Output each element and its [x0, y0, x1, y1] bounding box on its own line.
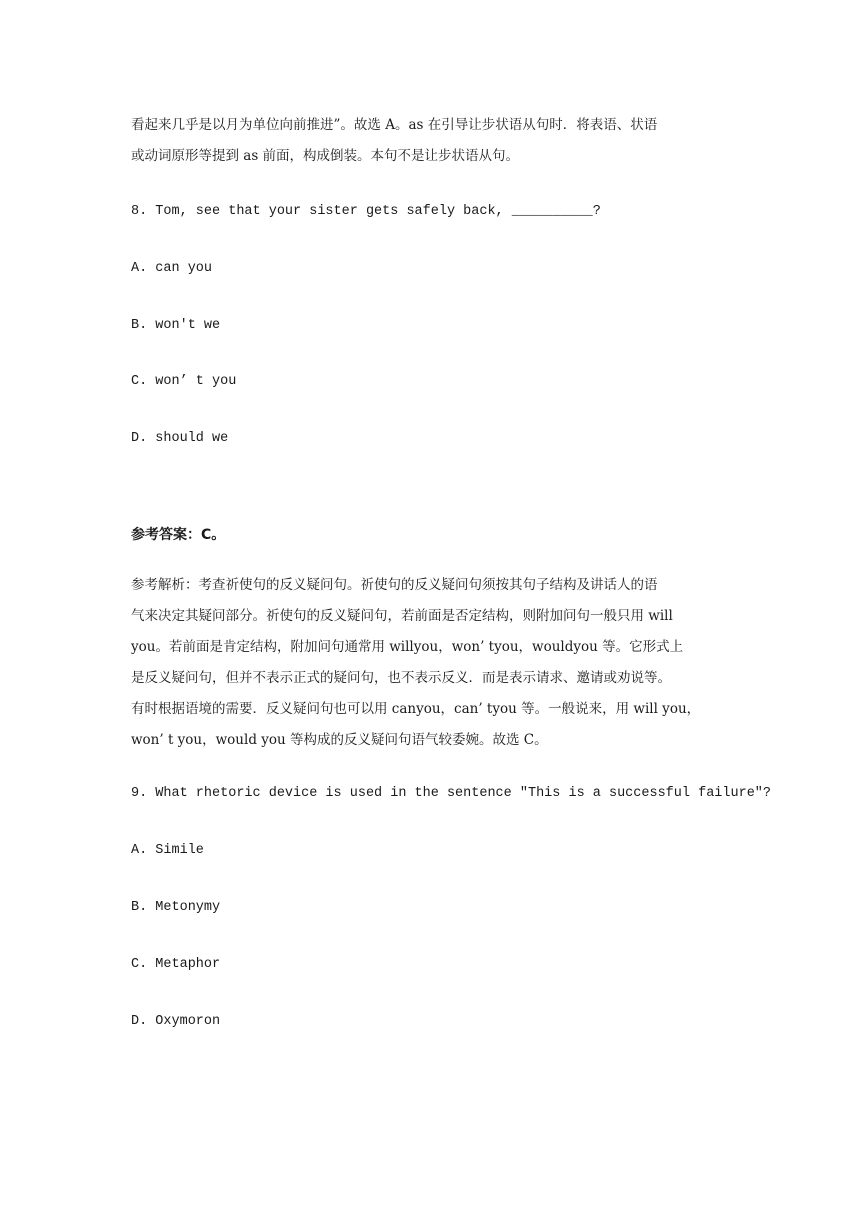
explanation-8-line-1: 参考解析：考查祈使句的反义疑问句。祈使句的反义疑问句须按其句子结构及讲话人的语: [131, 577, 658, 593]
question-9-option-b: B. Metonymy: [131, 900, 221, 915]
question-8-option-c: C. won’ t you: [131, 374, 237, 389]
explanation-8-line-4: 是反义疑问句，但并不表示正式的疑问句，也不表示反义．而是表示请求、邀请或劝说等。: [131, 670, 671, 686]
question-9: 9. What rhetoric device is used in the sentence "This is a successful failure"?: [131, 786, 772, 801]
explanation-8-line-5: 有时根据语境的需要．反义疑问句也可以用 canyou，can’ tyou 等。一般说来，用 will you，: [131, 701, 701, 717]
explanation-8-line-2: 气来决定其疑问部分。祈使句的反义疑问句，若前面是否定结构，则附加问句一般只用 will: [131, 608, 673, 624]
explanation-8-line-3: you。若前面是肯定结构，附加问句通常用 willyou，won’ tyou，wouldyou 等。它形式上: [131, 639, 684, 655]
question-8-option-d: D. should we: [131, 431, 229, 446]
prev-explanation-line-2: 或动词原形等提到 as 前面，构成倒装。本句不是让步状语从句。: [131, 148, 520, 164]
question-8-option-b: B. won't we: [131, 318, 221, 333]
answer-8: 参考答案：C。: [131, 527, 226, 543]
question-9-option-a: A. Simile: [131, 843, 204, 858]
question-8: 8. Tom, see that your sister gets safely back, __________?: [131, 204, 601, 219]
question-9-option-c: C. Metaphor: [131, 957, 221, 972]
question-8-option-a: A. can you: [131, 261, 213, 276]
question-9-option-d: D. Oxymoron: [131, 1014, 221, 1029]
prev-explanation-line-1: 看起来几乎是以月为单位向前推进”。故选 A。as 在引导让步状语从句时．将表语、状语: [131, 117, 658, 133]
explanation-8-line-6: won’ t you，would you 等构成的反义疑问句语气较委婉。故选 C。: [131, 732, 548, 748]
